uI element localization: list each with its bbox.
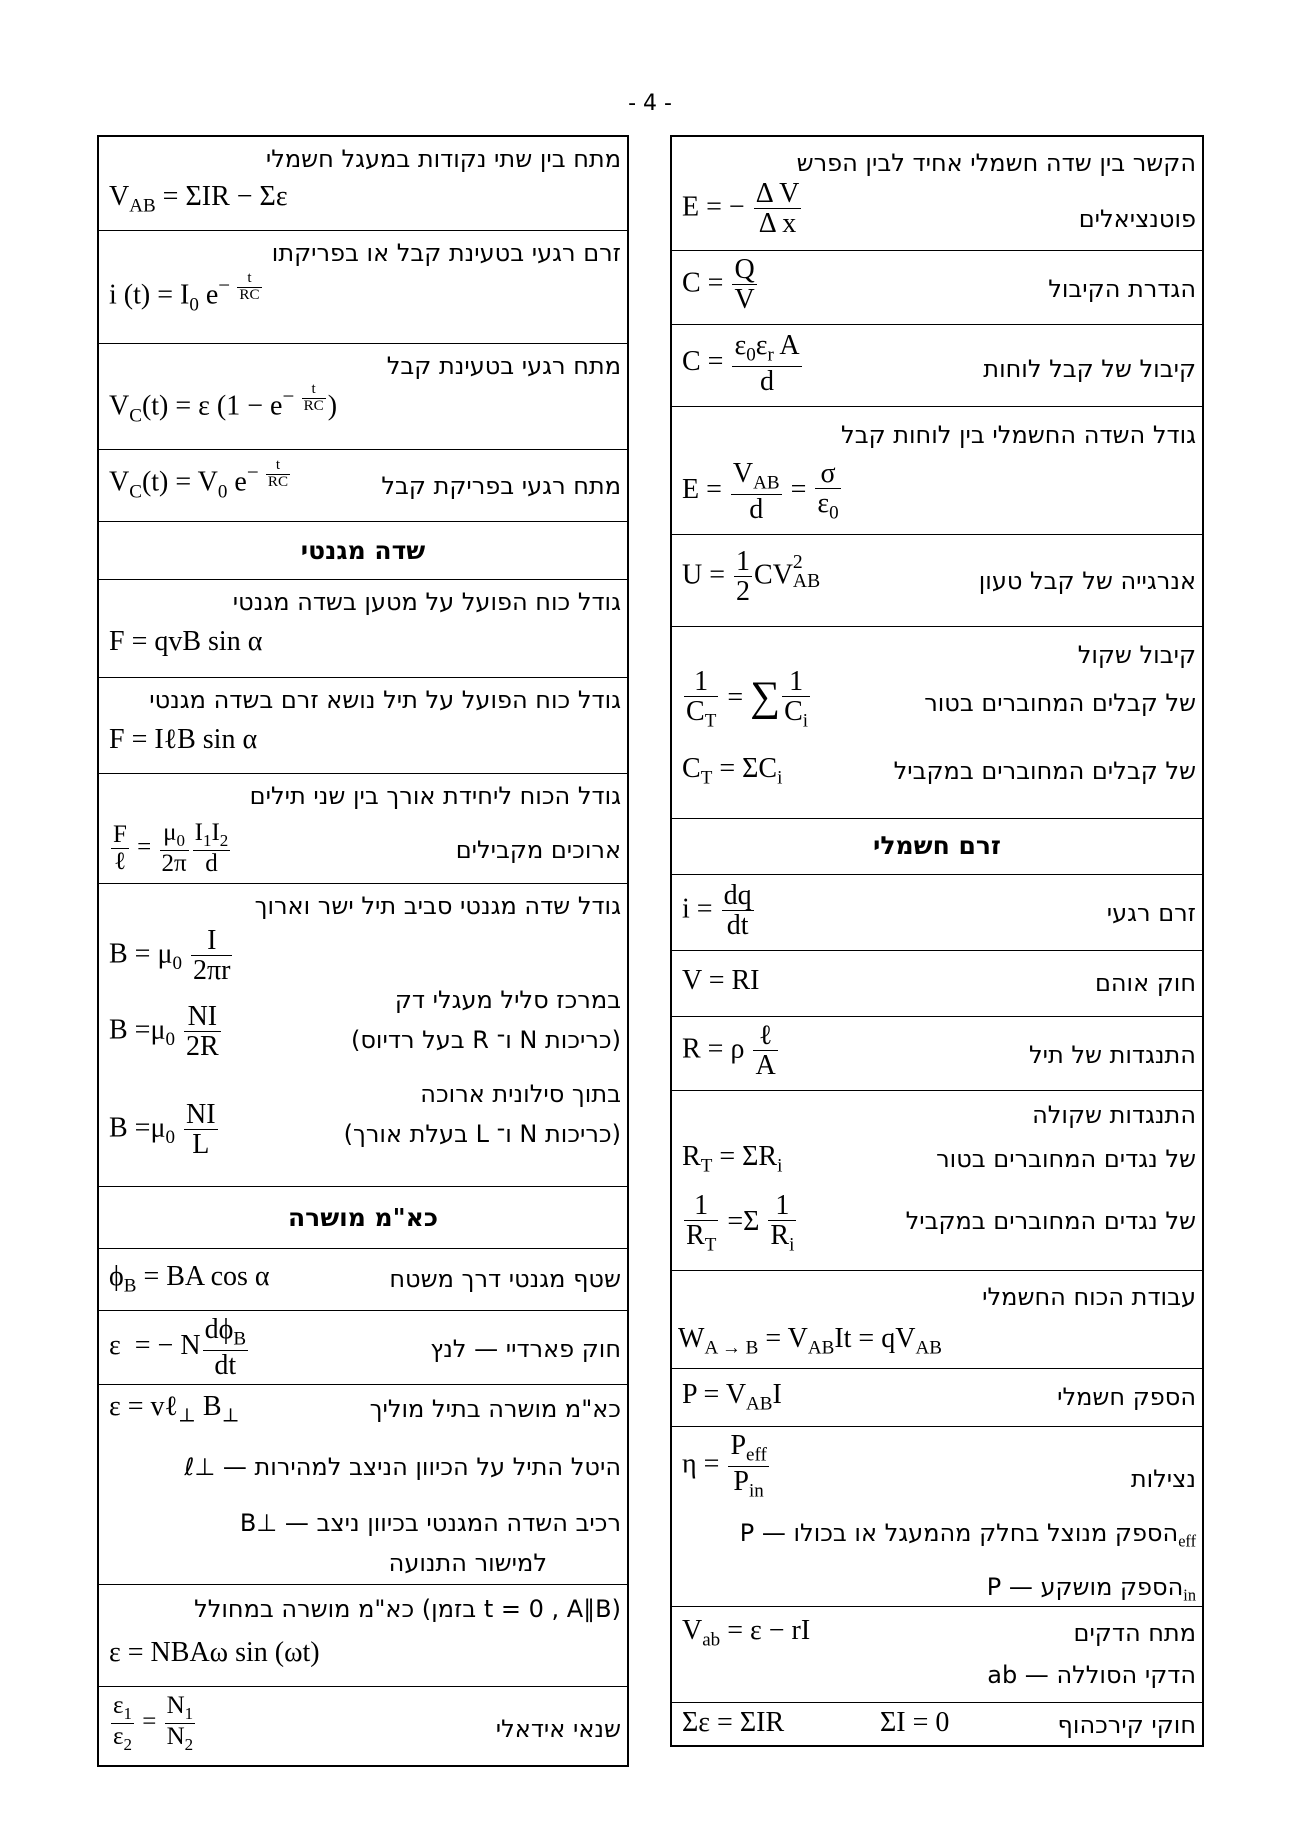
instantaneous-current-formula: i $(t) = I_0$ e− $\frac{t}{RC}$ <box>109 270 260 316</box>
terminal-voltage-formula: $V_{ab} = \varepsilon$ − rI <box>682 1615 811 1651</box>
voltage-two-points-formula: $V_{AB} = \Sigma IR - \Sigma\varepsilon$ <box>109 181 288 217</box>
electric-current-header: זרם חשמלי <box>873 831 1001 860</box>
instantaneous-current-label: זרם רגעי בטעינת קבל או בפריקתו <box>271 239 621 267</box>
electric-power-label: הספק חשמלי <box>1057 1383 1196 1411</box>
capacitor-energy-label: אנרגייה של קבל טעון <box>978 567 1196 595</box>
equivalent-resistance-parallel-formula: $\frac{1}{R_T}$ =Σ $\frac{1}{R_i}$ <box>686 1190 795 1257</box>
discharging-voltage-formula: $V_C(t) = V_0$ e− $\frac{t}{RC}$ <box>109 457 289 503</box>
force-on-charge-label: גודל כוח הפועל על מטען בשדה מגנטי <box>232 588 621 616</box>
electric-work-row <box>672 1271 1202 1369</box>
plate-capacitor-label: קיבול של קבל לוחות <box>983 355 1196 383</box>
kirchhoff-label: חוקי קירכהוף <box>1057 1711 1196 1739</box>
faraday-label: חוק פארדיי — לנץ <box>430 1335 621 1363</box>
charging-voltage-label: מתח רגעי בטעינת קבל <box>386 352 621 380</box>
instantaneous-current-def-label: זרם רגעי <box>1106 899 1196 927</box>
ohm-row <box>672 951 1202 1017</box>
field-straight-wire-formula: $B = \mu_0$ $\frac{I}{2\pi r}$ <box>109 925 231 987</box>
wire-resistance-label: התנגדות של תיל <box>1028 1041 1196 1069</box>
capacitor-energy-formula: U = $\frac{1}{2}$ CV 2 AB <box>682 546 821 608</box>
right-formula-table <box>670 135 1204 1747</box>
efficiency-def-useful: P — הספק מנוצל בחלק מהמעגל או בכולו$_{eff}$ <box>739 1519 1196 1551</box>
discharging-voltage-label: מתח רגעי בפריקת קבל <box>381 472 621 500</box>
capacitance-def-row <box>672 251 1202 325</box>
motional-emf-formula: ε = vℓ$_\perp$ $B_\perp$ <box>109 1391 240 1427</box>
motional-emf-label: כא"מ מושרה בתיל מוליך <box>369 1395 621 1423</box>
generator-emf-row <box>99 1585 627 1687</box>
faraday-formula: ε = − N $\frac{d\phi_B}{dt}$ <box>109 1314 247 1381</box>
field-loop-label-1: במרכז סליל מעגלי דק <box>394 986 621 1014</box>
ohm-label: חוק אוהם <box>1094 969 1196 997</box>
field-potential-formula: E = − $\frac{\text{Δ V}}{\text{Δ x}}$ <box>682 178 800 240</box>
ohm-formula: V = RI <box>682 965 760 996</box>
electric-work-label: עבודת הכוח החשמלי <box>982 1283 1196 1311</box>
magnetic-field-header: שדה מגנטי <box>300 536 426 565</box>
charging-voltage-formula: $V_C(t) = \varepsilon$ (1 − e− $\frac{t}{RC}$ ) <box>109 381 338 427</box>
charging-voltage-row <box>99 344 627 450</box>
magnetic-field-formulas-row <box>99 884 627 1187</box>
force-on-wire-formula: F = IℓB sin α <box>109 724 258 755</box>
capacitor-field-label: גודל השדה החשמלי בין לוחות קבל <box>841 421 1196 449</box>
equivalent-resistance-row <box>672 1091 1202 1271</box>
equivalent-capacitance-label: קיבול שקול <box>1077 641 1196 669</box>
efficiency-def-input-text: P — הספק מושקע <box>986 1573 1184 1601</box>
instantaneous-current-row <box>99 231 627 344</box>
equivalent-capacitance-series-formula: $\frac{1}{C_T}$ = ∑ $\frac{1}{C_i}$ <box>686 666 809 733</box>
equivalent-resistance-series-formula: $R_T = \Sigma R_i$ <box>682 1141 783 1177</box>
equivalent-capacitance-series-label: של קבלים המחוברים בטור <box>924 689 1196 717</box>
voltage-two-points-label: מתח בין שתי נקודות במעגל חשמלי <box>265 145 621 173</box>
equivalent-resistance-parallel-label: של נגדים המחוברים במקביל <box>905 1207 1196 1235</box>
terminal-voltage-label: מתח הדקים <box>1073 1619 1196 1647</box>
equivalent-capacitance-row <box>672 627 1202 819</box>
page-number: - 4 - <box>628 91 672 116</box>
efficiency-def-input: P — הספק מושקע$_{in}$ <box>986 1573 1196 1605</box>
efficiency-formula: η = $\frac{P_{eff}}{P_{in}}$ <box>682 1430 767 1502</box>
efficiency-def-useful-text: P — הספק מנוצל בחלק מהמעגל או בכולו <box>739 1519 1179 1547</box>
force-on-wire-row <box>99 678 627 774</box>
force-parallel-wires-label-1: גודל הכוח ליחידת אורך בין שני תילים <box>249 782 621 810</box>
field-potential-label-1: הקשר בין שדה חשמלי אחיד לבין הפרש <box>796 149 1196 177</box>
transformer-label: שנאי אידאלי <box>495 1715 621 1743</box>
wire-resistance-row <box>672 1017 1202 1091</box>
induced-emf-header-row <box>99 1187 627 1249</box>
motional-emf-row <box>99 1385 627 1585</box>
capacitor-energy-row <box>672 535 1202 627</box>
transformer-row <box>99 1687 627 1769</box>
discharging-voltage-row <box>99 450 627 522</box>
capacitor-field-formula: E = $\frac{V_{AB}}{d}$ = $\frac{\sigma}{\varepsilon_0}$ <box>682 458 839 525</box>
kirchhoff-current-law: ΣI = 0 <box>880 1707 950 1738</box>
motional-emf-def-field-1: B⊥ — רכיב השדה המגנטי בכיוון ניצב <box>239 1509 621 1537</box>
magnetic-flux-formula: $\phi_B$ = BA cos α <box>109 1261 270 1297</box>
field-loop-formula: $B =\mu_0$ $\frac{NI}{2R}$ <box>109 1001 219 1063</box>
transformer-formula: $\frac{\varepsilon_1}{\varepsilon_2}$ = $\frac{N_1}{N_2}$ <box>113 1692 194 1754</box>
magnetic-flux-row <box>99 1249 627 1311</box>
generator-emf-formula: ε = NBAω sin (ωt) <box>109 1637 320 1668</box>
magnetic-field-header-row <box>99 522 627 580</box>
kirchhoff-row <box>672 1703 1202 1749</box>
wire-resistance-formula: R = ρ $\frac{\text{ℓ}}{A}$ <box>682 1020 776 1082</box>
generator-emf-label: כא"מ מושרה במחולל (בזמן t = 0 , A∥B) <box>194 1595 621 1623</box>
instantaneous-current-def-row <box>672 875 1202 951</box>
force-parallel-wires-label-2: ארוכים מקבילים <box>455 836 621 864</box>
equivalent-resistance-label: התנגדות שקולה <box>1032 1101 1196 1129</box>
field-solenoid-formula: $B =\mu_0$ $\frac{NI}{L}$ <box>109 1099 216 1161</box>
efficiency-row <box>672 1427 1202 1607</box>
field-potential-row <box>672 137 1202 251</box>
faraday-row <box>99 1311 627 1385</box>
capacitance-def-label: הגדרת הקיבול <box>1048 275 1196 303</box>
induced-emf-header: כא"מ מושרה <box>287 1203 439 1232</box>
force-on-wire-label: גודל כוח הפועל על תיל נושא זרם בשדה מגנטי <box>149 686 621 714</box>
efficiency-label: נצילות <box>1130 1465 1196 1493</box>
equivalent-resistance-series-label: של נגדים המחוברים בטור <box>936 1145 1196 1173</box>
kirchhoff-voltage-law: Σε = ΣIR <box>682 1707 785 1738</box>
force-on-charge-formula: F = qvB sin α <box>109 626 263 657</box>
magnetic-flux-formula-rhs: BA cos α <box>166 1261 270 1292</box>
electric-power-formula: $P = V_{AB}I$ <box>682 1379 782 1415</box>
field-solenoid-label-2: (בעלת אורך L ו־ N כריכות) <box>343 1120 621 1148</box>
force-parallel-wires-formula: $\frac{F}{\text{ℓ}}$ = $\frac{\mu_0}{2\pi}$ $\frac{I_1I_2}{d}$ <box>113 819 229 877</box>
equivalent-capacitance-parallel-formula: $C_T = \Sigma C_i$ <box>682 753 783 789</box>
instantaneous-current-def-formula: i = $\frac{dq}{dt}$ <box>682 880 752 942</box>
left-formula-table <box>97 135 629 1767</box>
terminal-voltage-row <box>672 1607 1202 1703</box>
voltage-two-points-row <box>99 137 627 231</box>
plate-capacitor-row <box>672 325 1202 407</box>
capacitor-field-row <box>672 407 1202 535</box>
electric-current-header-row <box>672 819 1202 875</box>
equivalent-capacitance-parallel-label: של קבלים המחוברים במקביל <box>893 757 1196 785</box>
field-loop-label-2: (בעל רדיוס R ו־ N כריכות) <box>350 1026 621 1054</box>
force-parallel-wires-row <box>99 774 627 884</box>
electric-work-formula: $W_{A \to B} = V_{AB}It = qV_{AB}$ <box>678 1323 942 1359</box>
plate-capacitor-formula: C = $\frac{\varepsilon_0\varepsilon_r A}{d}$ <box>682 330 800 397</box>
voltage-two-points-formula-rhs: ΣIR − Σε <box>185 181 288 212</box>
magnetic-flux-label: שטף מגנטי דרך משטח <box>389 1265 621 1293</box>
electric-power-row <box>672 1369 1202 1427</box>
terminal-voltage-formula-rhs: = ε − rI <box>727 1615 811 1646</box>
motional-emf-def-length: ℓ⊥ — היטל התיל על הכיוון הניצב למהירות <box>184 1453 621 1481</box>
field-potential-label-2: פוטנציאלים <box>1078 205 1196 233</box>
terminal-voltage-def: ab — הדקי הסוללה <box>987 1661 1196 1689</box>
capacitance-def-formula: C = $\frac{Q}{V}$ <box>682 254 755 316</box>
field-straight-wire-label: גודל שדה מגנטי סביב תיל ישר וארוך <box>254 892 621 920</box>
field-solenoid-label-1: בתוך סילונית ארוכה <box>420 1080 621 1108</box>
motional-emf-def-field-2: למישור התנועה <box>388 1549 547 1577</box>
force-on-charge-row <box>99 580 627 678</box>
